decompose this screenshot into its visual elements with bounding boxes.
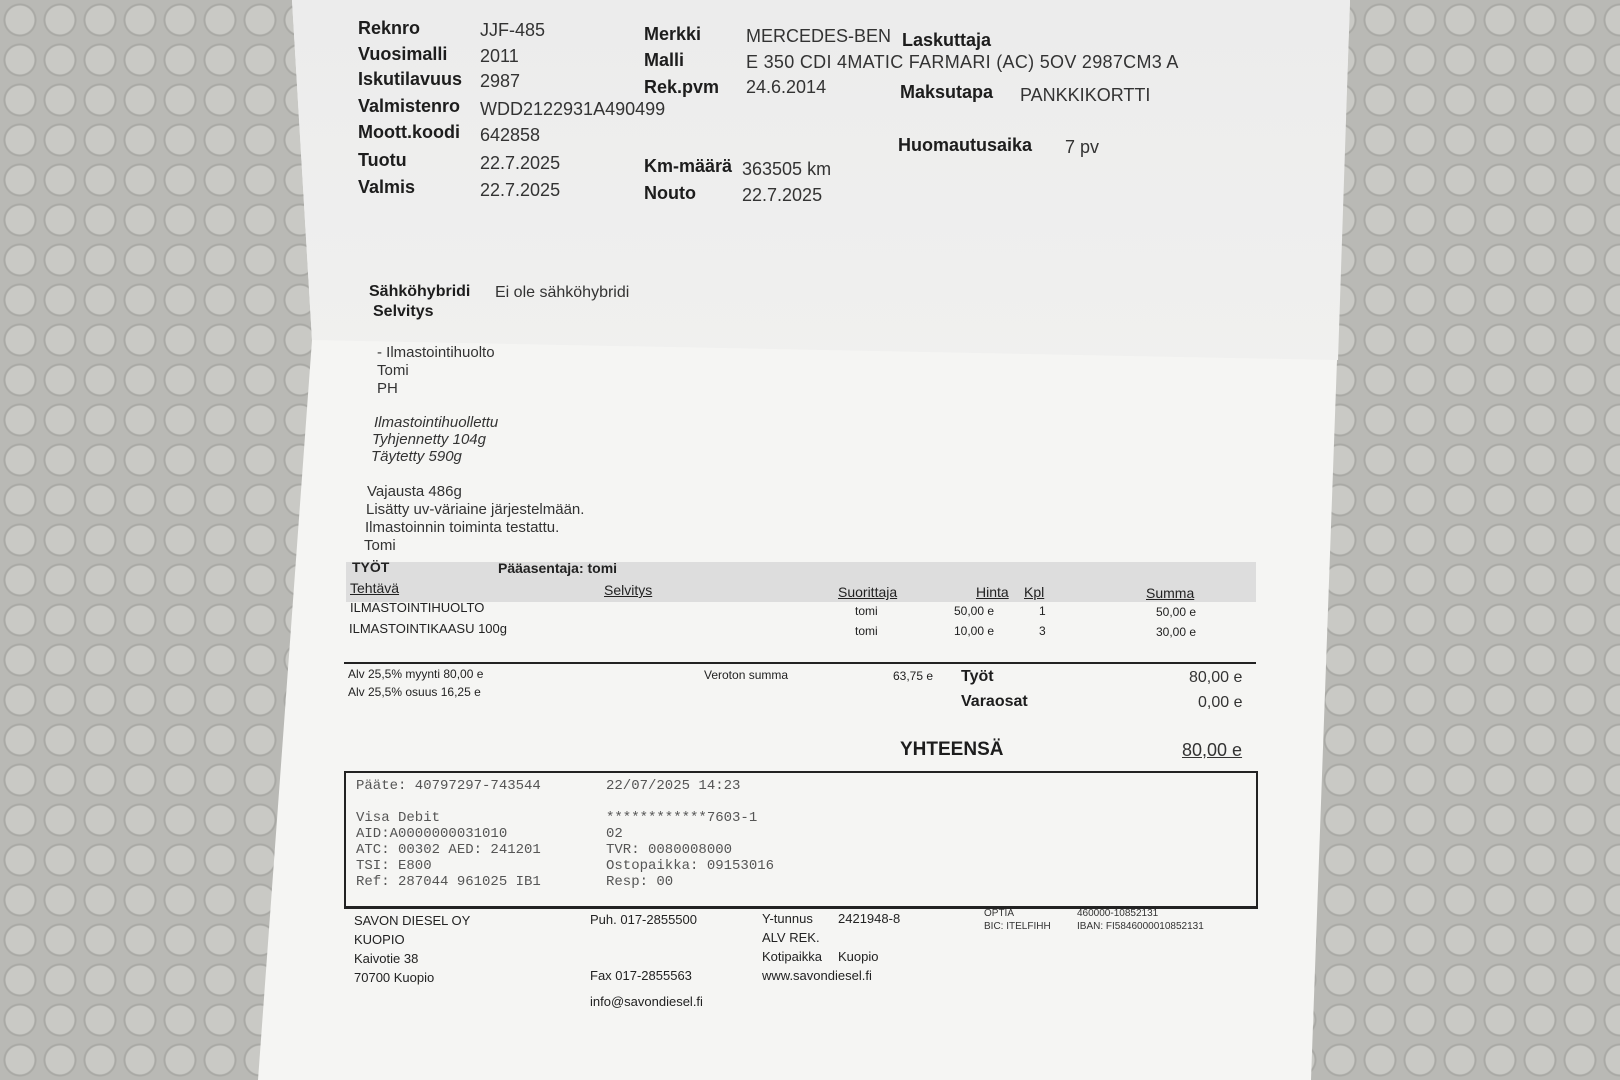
table-row-task: ILMASTOINTIKAASU 100g [349,621,507,636]
table-row-price: 50,00 e [954,604,995,618]
tuotu-label: Tuotu [358,150,407,170]
selvitys-line: - Ilmastointihuolto [377,344,495,361]
malli-label: Malli [644,50,685,70]
terminal-ostopaikka: Ostopaikka: 09153016 [606,858,775,874]
malli-value: E 350 CDI 4MATIC FARMARI (AC) 5OV 2987CM3 A [746,52,1179,72]
footer-kotipaikka-label: Kotipaikka [762,949,822,964]
card-type: Visa Debit [356,810,441,826]
valmis-label: Valmis [358,177,416,197]
alv-myynti: Alv 25,5% myynti 80,00 e [348,667,484,681]
tyot-label: Työt [961,668,994,685]
footer-bic: BIC: ITELFIHH [984,921,1051,932]
reknro-value: JJF-485 [480,20,546,40]
iskutilavuus-value: 2987 [480,71,521,91]
footer-phone: Puh. 017-2855500 [590,912,697,927]
rekpvm-label: Rek.pvm [644,77,720,97]
selvitys-line: Tomi [364,537,396,554]
veroton-label: Veroton summa [704,668,789,682]
table-row-sum: 30,00 e [1156,625,1197,639]
maksutapa-label: Maksutapa [900,82,994,102]
tyot-value: 80,00 e [1189,669,1243,686]
footer-postal: 70700 Kuopio [354,970,435,985]
tuotu-value: 22.7.2025 [480,153,561,173]
kmmaara-value: 363505 km [742,159,832,179]
header-task: Tehtävä [350,580,400,596]
footer-web: www.savondiesel.fi [762,968,872,983]
reknro-label: Reknro [358,18,421,38]
table-row-qty: 1 [1039,604,1046,618]
terminal-datetime: 22/07/2025 14:23 [606,778,741,794]
selvitys-line: PH [377,380,398,397]
table-row-qty: 3 [1039,624,1046,638]
footer-city: KUOPIO [354,932,405,947]
valmis-value: 22.7.2025 [480,180,561,200]
header-desc: Selvitys [604,582,653,598]
header-qty: Kpl [1024,584,1045,600]
terminal-ref: Ref: 287044 961025 IB1 [356,874,541,890]
varaosat-label: Varaosat [961,693,1028,710]
table-row-by: tomi [855,604,878,618]
footer-ytunnus: 2421948-8 [838,911,901,926]
vuosimalli-value: 2011 [480,46,519,66]
header-by: Suorittaja [838,584,898,600]
header-price: Hinta [976,584,1009,600]
selvitys-line: Ilmastoinnin toiminta testattu. [365,519,560,536]
valmistenro-value: WDD2122931A490499 [480,99,666,119]
yhteensa-value: 80,00 e [1182,740,1243,760]
footer-email: info@savondiesel.fi [590,994,703,1009]
selvitys-line: Täytetty 590g [371,448,462,465]
selvitys-line: Tyhjennetty 104g [372,431,486,448]
table-row-price: 10,00 e [954,624,995,638]
merkki-label: Merkki [644,24,702,44]
rekpvm-value: 24.6.2014 [746,77,827,97]
footer-alvrek: ALV REK. [762,930,820,945]
work-header-bar [346,562,1256,602]
footer-bank: OPTIA [984,908,1015,919]
selvitys-line: Tomi [377,362,409,379]
yhteensa-label: YHTEENSÄ [900,739,1004,760]
terminal-aid: AID:A0000000031010 [356,826,508,842]
selvitys-line: Ilmastointihuollettu [374,414,499,431]
huomautusaika-label: Huomautusaika [898,135,1033,155]
veroton-value: 63,75 e [893,669,934,683]
selvitys-line: Lisätty uv-väriaine järjestelmään. [366,501,585,518]
maksutapa-value: PANKKIKORTTI [1020,85,1151,105]
footer-bank-account: 460000-10852131 [1077,908,1159,919]
footer-fax: Fax 017-2855563 [590,968,692,983]
footer-iban: IBAN: FI5846000010852131 [1077,921,1204,932]
nouto-label: Nouto [644,183,696,203]
valmistenro-label: Valmistenro [358,96,461,116]
huomautusaika-value: 7 pv [1065,137,1100,157]
moottkoodi-label: Moott.koodi [358,122,460,142]
hybrid-value: Ei ole sähköhybridi [495,284,630,301]
table-row-sum: 50,00 e [1156,605,1197,619]
footer-company: SAVON DIESEL OY [354,913,471,928]
terminal-aid-code: 02 [606,826,623,842]
alv-osuus: Alv 25,5% osuus 16,25 e [348,685,481,699]
terminal-tvr: TVR: 0080008000 [606,842,733,858]
varaosat-value: 0,00 e [1198,694,1243,711]
selvitys-line: Vajausta 486g [367,483,462,500]
table-row-by: tomi [855,624,878,638]
terminal-id: Pääte: 40797297-743544 [356,778,541,794]
totals-divider [344,662,1256,664]
work-mechanic: Pääasentaja: tomi [498,560,618,576]
moottkoodi-value: 642858 [480,125,541,145]
card-number: ************7603-1 [606,810,758,826]
laskuttaja-label: Laskuttaja [902,30,992,50]
footer-kotipaikka: Kuopio [838,949,879,964]
work-title: TYÖT [352,559,390,575]
header-sum: Summa [1146,585,1195,601]
merkki-value: MERCEDES-BEN [746,26,892,46]
hybrid-label: Sähköhybridi [369,283,471,300]
footer-street: Kaivotie 38 [354,951,419,966]
iskutilavuus-label: Iskutilavuus [358,69,463,89]
footer-ytunnus-label: Y-tunnus [762,911,813,926]
nouto-value: 22.7.2025 [742,185,823,205]
table-row-task: ILMASTOINTIHUOLTO [350,600,485,615]
terminal-atc: ATC: 00302 AED: 241201 [356,842,541,858]
kmmaara-label: Km-määrä [644,156,733,176]
selvitys-label: Selvitys [373,303,434,320]
vuosimalli-label: Vuosimalli [358,44,448,64]
terminal-resp: Resp: 00 [606,874,674,890]
terminal-tsi: TSI: E800 [356,858,432,874]
